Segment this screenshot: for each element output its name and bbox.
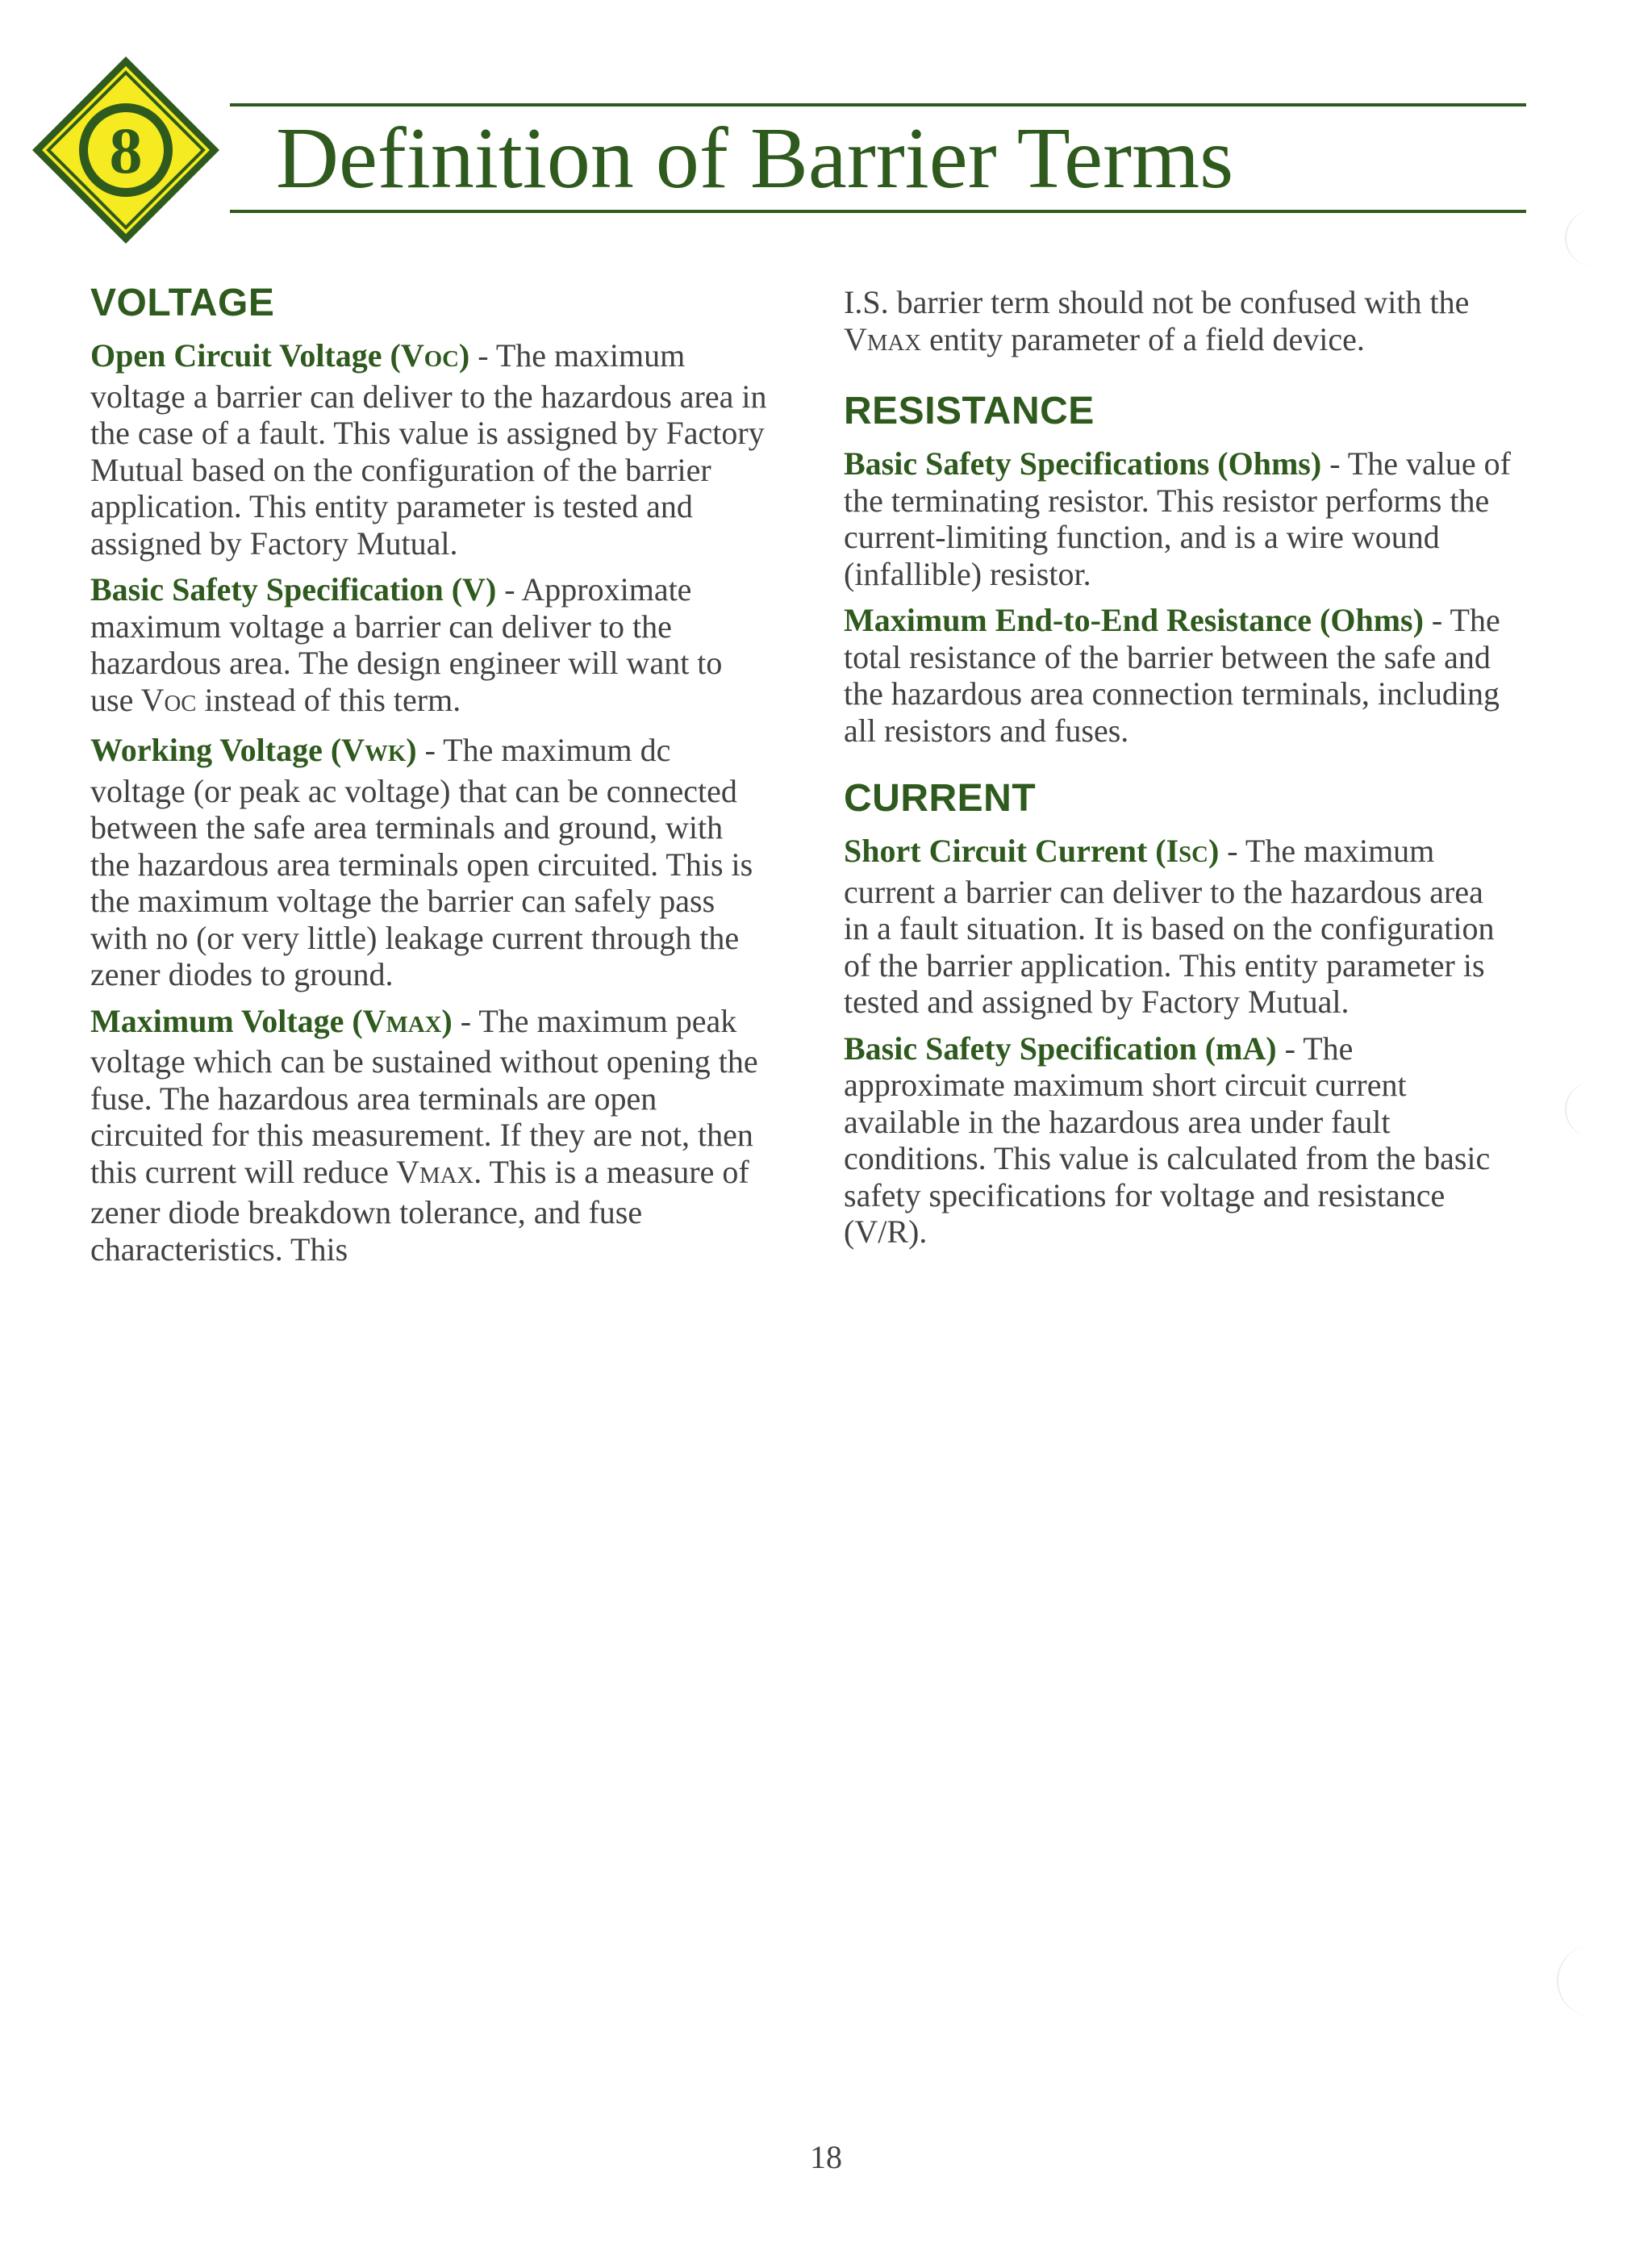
definition-maximum-voltage xyxy=(90,1003,768,1268)
subscript: MAX xyxy=(866,329,922,356)
header-rule-top xyxy=(230,103,1526,107)
page-number: 18 xyxy=(810,2139,842,2175)
term-subscript: OC xyxy=(423,346,459,372)
definition-text: - The approximate maximum short circuit current available in the hazardous area under fault conditions. This value is calculated from the basic safety specifications for voltage and resistance (V/R). xyxy=(844,1030,1491,1250)
term-text: ) xyxy=(441,1002,453,1039)
definition-text: - The total resistance of the barrier between the safe and the hazardous area connection terminals, including all resistors and fuses. xyxy=(844,602,1500,749)
definition-text: - The maximum peak voltage which can be sustained without opening the fuse. The hazardous area terminals are open circuited for this measurement. If they are not, then this current will reduce V xyxy=(90,1002,758,1190)
binder-hole-shadow xyxy=(1565,210,1623,266)
definition-text: - Approximate maximum voltage a barrier can deliver to the hazardous area. The design engineer will want to use V xyxy=(90,571,723,718)
term-text: Short Circuit Current (I xyxy=(844,833,1179,869)
definition-text: - The maximum voltage a barrier can deliver to the hazardous area in the case of a fault. This value is assigned by Factory Mutual based on the configuration of the barrier application. This entity parameter is tested and assigned by Factory Mutual. xyxy=(90,337,767,562)
chapter-badge xyxy=(29,53,223,247)
definition-text: - The maximum dc voltage (or peak ac voltage) that can be connected between the safe area terminals and ground, with the hazardous area terminals open circuited. This is the maximum voltage the barrier can safely pass with no (or very little) leakage current through the zener diodes to ground. xyxy=(90,732,753,992)
header-rule-bottom xyxy=(230,210,1526,213)
term-subscript: MAX xyxy=(386,1011,442,1038)
definition-text: instead of this term. xyxy=(196,681,461,718)
definition-text: - The value of the terminating resistor. This resistor performs the current-limiting function, and is a wire wound (infallible) resistor. xyxy=(844,445,1511,592)
page-title: Definition of Barrier Terms xyxy=(276,111,1234,207)
term-label: Basic Safety Specification (V) xyxy=(90,571,497,608)
term-label: Basic Safety Specification (mA) xyxy=(844,1030,1277,1067)
term-text: Open Circuit Voltage (V xyxy=(90,337,424,374)
section-heading-voltage: VOLTAGE xyxy=(90,282,275,324)
definition-text: entity parameter of a field device. xyxy=(921,320,1365,357)
definition-text: I.S. barrier term should not be confused with the V xyxy=(844,284,1470,357)
definition-open-circuit-voltage xyxy=(90,337,768,562)
term-subscript: SC xyxy=(1179,842,1208,867)
section-heading-current: CURRENT xyxy=(844,777,1037,820)
binder-hole-shadow xyxy=(1565,1081,1623,1138)
definition-basic-safety-spec-ma xyxy=(844,1030,1513,1251)
definition-text: - The maximum current a barrier can deliver to the hazardous area in a fault situation. It is based on the configuration of the barrier application. This entity parameter is tested and assigned by Factory Mutual. xyxy=(844,833,1495,1020)
left-column xyxy=(90,284,768,1277)
term-label: Basic Safety Specifications (Ohms) xyxy=(844,445,1322,482)
term-text: ) xyxy=(406,732,417,768)
definition-basic-safety-spec-ohms xyxy=(844,445,1513,592)
definition-short-circuit-current xyxy=(844,833,1513,1021)
term-text: ) xyxy=(458,337,470,374)
term-label xyxy=(90,1003,453,1039)
definition-text: . This is a measure of zener diode breakdown tolerance, and fuse characteristics. This xyxy=(90,1153,749,1268)
term-label xyxy=(90,732,417,768)
term-label xyxy=(844,833,1219,869)
definition-end-to-end-resistance xyxy=(844,602,1513,749)
term-text: Maximum Voltage (V xyxy=(90,1002,386,1039)
term-text: Working Voltage (V xyxy=(90,732,365,768)
term-label: Maximum End-to-End Resistance (Ohms) xyxy=(844,602,1424,638)
term-subscript: WK xyxy=(365,741,407,766)
chapter-number: 8 xyxy=(109,114,143,187)
subscript: OC xyxy=(164,690,197,716)
term-label xyxy=(90,337,469,374)
definition-basic-safety-spec-v xyxy=(90,571,768,722)
section-heading-resistance: RESISTANCE xyxy=(844,390,1095,432)
binder-hole-shadow xyxy=(1557,1944,1631,2017)
subscript: MAX xyxy=(419,1162,474,1188)
definition-working-voltage xyxy=(90,732,768,993)
definition-maximum-voltage-continued xyxy=(844,284,1513,361)
term-text: ) xyxy=(1208,833,1220,869)
right-column xyxy=(844,284,1513,1260)
